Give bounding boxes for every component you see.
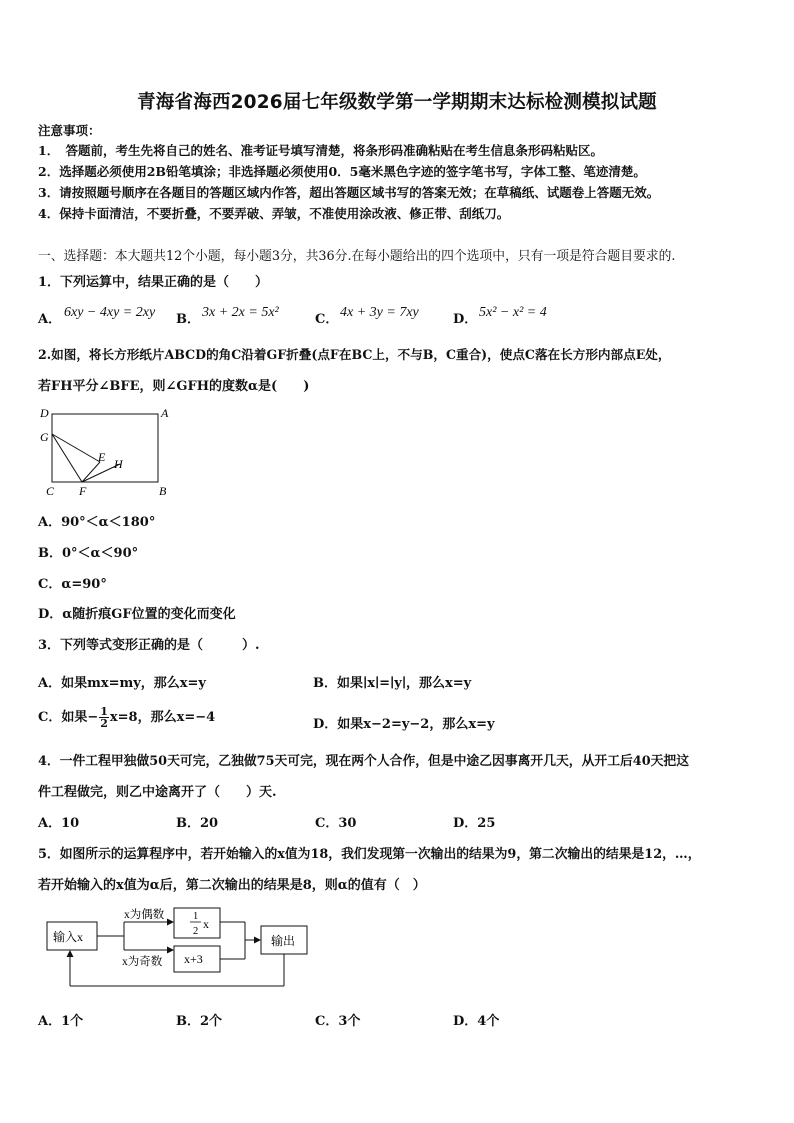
flow-half-num: 1 bbox=[193, 911, 199, 922]
fold-line-gf bbox=[52, 434, 82, 482]
label-c: C bbox=[46, 484, 55, 498]
q1-option-a-expr: 6xy − 4xy = 2xy bbox=[64, 305, 156, 320]
q5-line-2: 若开始输入的x值为α后，第二次输出的结果是8，则α的值有（ ） bbox=[38, 878, 426, 893]
notice-item-1: 1． 答题前，考生先将自己的姓名、准考证号填写清楚，将条形码准确粘贴在考生信息条形码粘贴区。 bbox=[38, 143, 603, 158]
q1-option-d-label: D． bbox=[453, 312, 478, 327]
notice-item-4: 4．保持卡面清洁，不要折叠，不要弄破、弄皱，不准使用涂改液、修正带、刮纸刀。 bbox=[38, 206, 510, 221]
label-d: D bbox=[40, 406, 49, 420]
q1-option-b-expr: 3x + 2x = 5x² bbox=[202, 305, 279, 320]
q2-figure bbox=[34, 404, 184, 500]
flow-output-label: 输出 bbox=[271, 934, 296, 948]
flow-half-var: x bbox=[203, 917, 209, 931]
q3-stem: 3．下列等式变形正确的是（ ）. bbox=[38, 638, 260, 653]
label-g: G bbox=[40, 430, 49, 444]
q3-option-c-fraction: $\frac{1}{2}$ bbox=[100, 705, 108, 730]
q5-option-d: D．4个 bbox=[453, 1014, 500, 1029]
label-h: H bbox=[114, 457, 123, 471]
notice-heading: 注意事项： bbox=[38, 123, 101, 138]
q4-option-c: C．30 bbox=[315, 816, 357, 831]
label-a: A bbox=[161, 406, 169, 420]
q3-option-a: A．如果mx=my，那么x=y bbox=[38, 676, 206, 691]
label-e: E bbox=[98, 450, 106, 464]
q2-option-c: C．α=90° bbox=[38, 577, 107, 592]
q1-option-d-expr: 5x² − x² = 4 bbox=[479, 305, 547, 320]
q5-option-b: B．2个 bbox=[176, 1014, 223, 1029]
q1-option-b-label: B． bbox=[176, 312, 200, 327]
q2-option-b: B．0°＜α＜90° bbox=[38, 546, 139, 561]
q4-line-2: 件工程做完，则乙中途离开了（ ）天. bbox=[38, 785, 277, 800]
flow-even-label: x为偶数 bbox=[124, 909, 165, 921]
q5-flowchart bbox=[40, 902, 315, 994]
page-title: 青海省海西2026届七年级数学第一学期期末达标检测模拟试题 bbox=[137, 92, 657, 113]
notice-item-2: 2．选择题必须使用2B铅笔填涂；非选择题必须使用0．5毫米黑色字迹的签字笔书写，字体工整、笔迹清楚。 bbox=[38, 164, 646, 179]
flow-plus3-label: x+3 bbox=[184, 952, 203, 966]
q3-option-c bbox=[38, 706, 215, 729]
q4-option-a: A．10 bbox=[38, 816, 80, 831]
q4-line-1: 4．一件工程甲独做50天可完，乙独做75天可完，现在两个人合作，但是中途乙因事离开几天，从开工后40天把这 bbox=[38, 754, 689, 769]
flow-half-den: 2 bbox=[193, 926, 199, 937]
rectangle-abcd bbox=[52, 414, 158, 482]
q2-option-d: D．α随折痕GF位置的变化而变化 bbox=[38, 607, 236, 622]
q1-option-a-label: A． bbox=[38, 312, 62, 327]
q5-option-a: A．1个 bbox=[38, 1014, 84, 1029]
q4-option-b: B．20 bbox=[176, 816, 219, 831]
label-f: F bbox=[79, 484, 87, 498]
q3-option-c-head: C．如果− bbox=[38, 710, 99, 725]
q5-line-1: 5．如图所示的运算程序中，若开始输入的x值为18，我们发现第一次输出的结果为9，第二次输出的结果是12，…， bbox=[38, 847, 701, 862]
flow-odd-label: x为奇数 bbox=[122, 956, 163, 968]
flow-input-label: 输入x bbox=[53, 930, 84, 944]
q3-option-b: B．如果∣x∣=∣y∣，那么x=y bbox=[313, 676, 472, 691]
q1-option-c-label: C． bbox=[315, 312, 339, 327]
label-b: B bbox=[159, 484, 167, 498]
q4-option-d: D．25 bbox=[453, 816, 496, 831]
q1-stem: 1．下列运算中，结果正确的是（ ） bbox=[38, 275, 269, 290]
q5-option-c: C．3个 bbox=[315, 1014, 361, 1029]
segment-ge bbox=[52, 434, 100, 462]
q2-option-a: A．90°＜α＜180° bbox=[38, 515, 156, 530]
q3-option-d: D．如果x−2=y−2，那么x=y bbox=[313, 717, 495, 732]
segment-fe bbox=[82, 462, 100, 482]
section-heading: 一、选择题：本大题共12个小题，每小题3分，共36分.在每小题给出的四个选项中，只有一项是符合题目要求的. bbox=[38, 249, 676, 264]
q3-option-c-tail: x=8，那么x=−4 bbox=[109, 710, 216, 725]
q2-line-1: 2.如图，将长方形纸片ABCD的角C沿着GF折叠(点F在BC上，不与B，C重合)，使点C落在长方形内部点E处， bbox=[38, 347, 671, 362]
q1-option-c-expr: 4x + 3y = 7xy bbox=[340, 305, 419, 320]
notice-item-3: 3．请按照题号顺序在各题目的答题区域内作答，超出答题区域书写的答案无效；在草稿纸、试题卷上答题无效。 bbox=[38, 185, 660, 200]
q2-line-2: 若FH平分∠BFE，则∠GFH的度数α是( ) bbox=[38, 379, 310, 394]
